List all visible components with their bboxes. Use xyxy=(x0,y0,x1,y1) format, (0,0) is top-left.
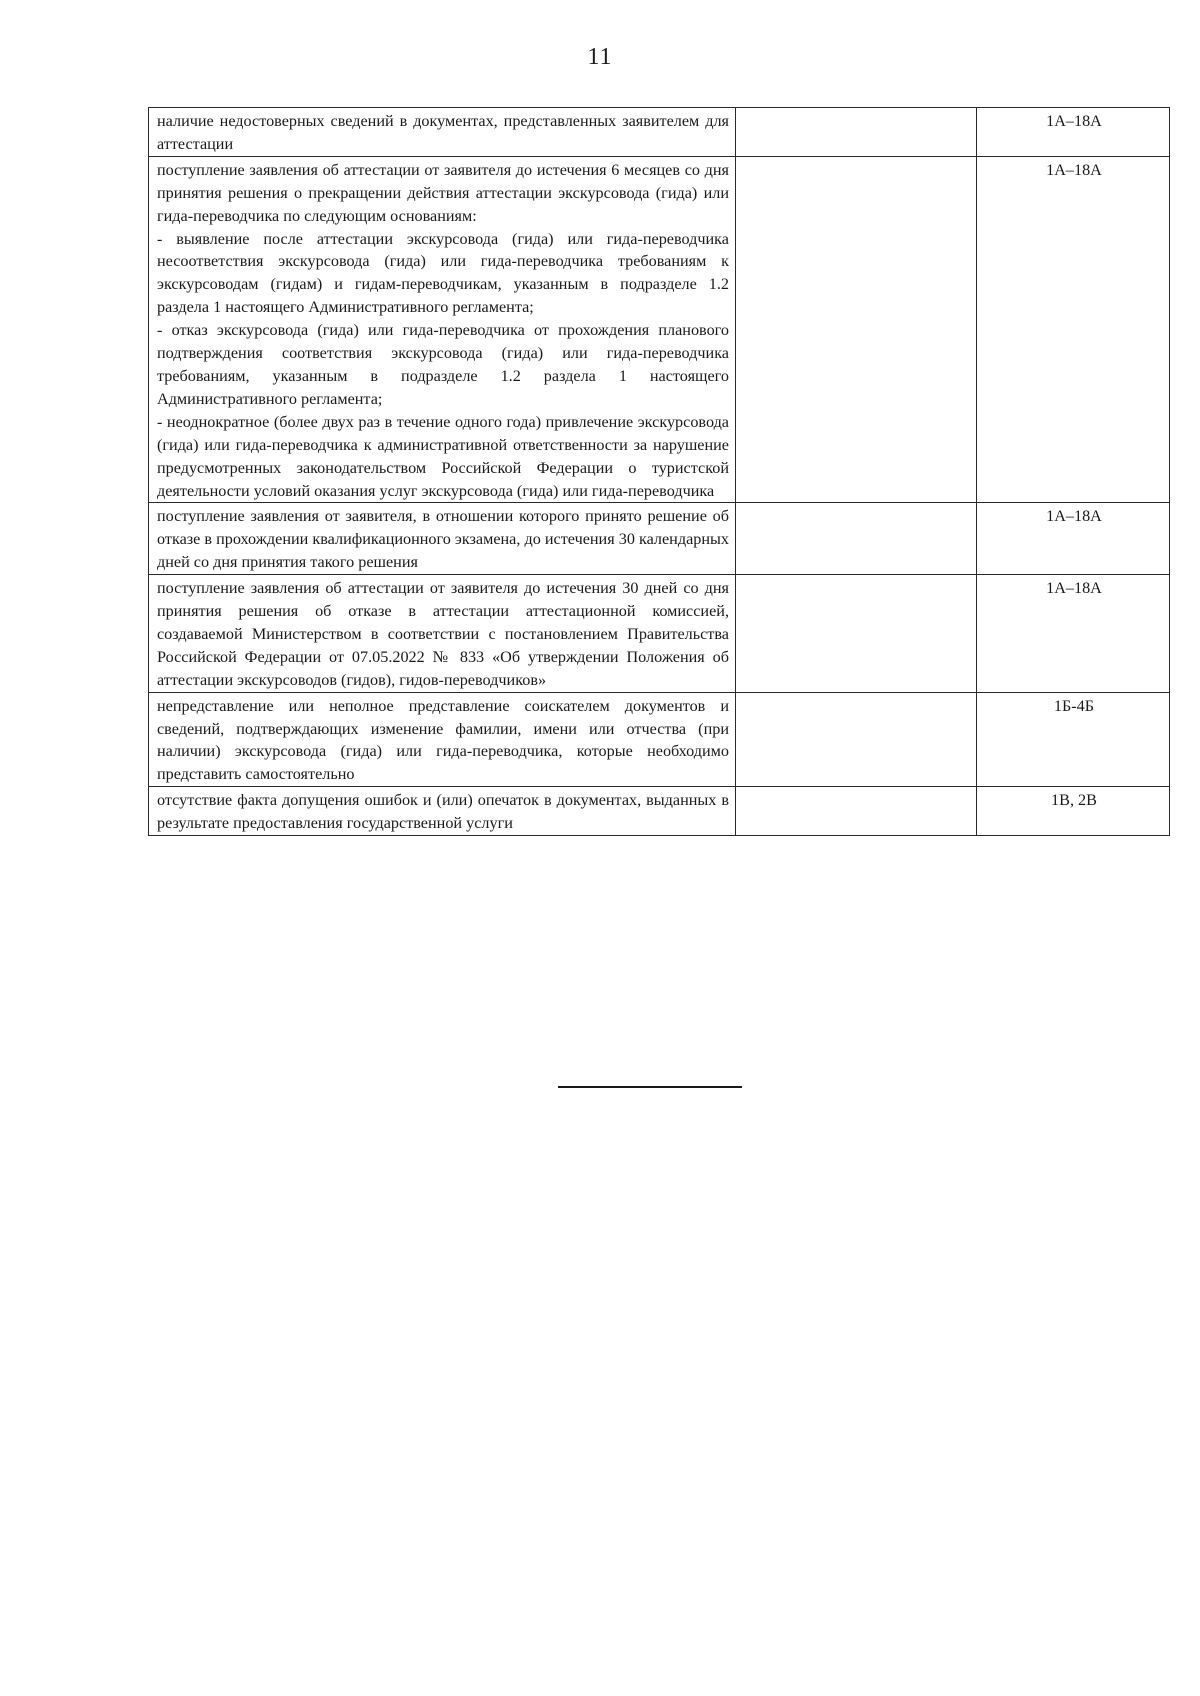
code-cell: 1Б-4Б xyxy=(977,692,1170,787)
ground-paragraph: отсутствие факта допущения ошибок и (или) опечаток в документах, выданных в результате предоставления государственной услуги xyxy=(157,791,729,833)
ground-text-cell xyxy=(149,156,736,503)
table-row xyxy=(149,156,1170,503)
empty-cell xyxy=(736,692,977,787)
ground-text-cell xyxy=(149,503,736,575)
ground-paragraph: - выявление после аттестации экскурсовода (гида) или гида-переводчика несоответствия экскурсовода (гида) или гида-переводчика требованиям к экскурсоводам (гидам) и гидам-переводчикам, указанным в подразделе 1.2 раздела 1 настоящего Административного регламента; xyxy=(157,229,729,317)
empty-cell xyxy=(736,503,977,575)
table-row xyxy=(149,108,1170,157)
ground-paragraph: наличие недостоверных сведений в документах, представленных заявителем для аттестации xyxy=(157,112,729,153)
empty-cell xyxy=(736,108,977,157)
closing-rule xyxy=(558,1086,742,1088)
table-row xyxy=(149,575,1170,693)
empty-cell xyxy=(736,156,977,503)
ground-text-cell xyxy=(149,108,736,157)
code-cell: 1А–18А xyxy=(977,156,1170,503)
code-cell: 1А–18А xyxy=(977,108,1170,157)
code-cell: 1А–18А xyxy=(977,575,1170,693)
table-row xyxy=(149,692,1170,787)
ground-paragraph: поступление заявления об аттестации от заявителя до истечения 6 месяцев со дня принятия решения о прекращении действия аттестации экскурсовода (гида) или гида-переводчика по следующим основаниям: xyxy=(157,160,729,225)
code-cell: 1В, 2В xyxy=(977,787,1170,836)
ground-paragraph: - отказ экскурсовода (гида) или гида-переводчика от прохождения планового подтверждения соответствия экскурсовода (гида) или гида-переводчика требованиям, указанным в подразделе 1.2 раздела 1 настоящего Административного регламента; xyxy=(157,321,729,408)
empty-cell xyxy=(736,787,977,836)
ground-paragraph: поступление заявления об аттестации от заявителя до истечения 30 дней со дня принятия решения об отказе в аттестации аттестационной комиссией, создаваемой Министерством в соответствии с постановлением Правительства Российской Федерации от 07.05.2022 № 833 «Об утверждении Положения об аттестации экскурсоводов (гидов), гидов-переводчиков» xyxy=(157,579,729,689)
ground-paragraph: поступление заявления от заявителя, в отношении которого принято решение об отказе в прохождении квалификационного экзамена, до истечения 30 календарных дней со дня принятия такого решения xyxy=(157,507,729,572)
table-row xyxy=(149,787,1170,836)
page-number: 11 xyxy=(587,44,613,70)
ground-text-cell xyxy=(149,787,736,836)
grounds-table xyxy=(148,107,1170,836)
ground-text-cell xyxy=(149,692,736,787)
ground-paragraph: непредставление или неполное представление соискателем документов и сведений, подтверждающих изменение фамилии, имени или отчества (при наличии) экскурсовода (гида) или гида-переводчика, которые необходимо представить самостоятельно xyxy=(157,696,729,784)
ground-text-cell xyxy=(149,575,736,693)
table-row xyxy=(149,503,1170,575)
code-cell: 1А–18А xyxy=(977,503,1170,575)
empty-cell xyxy=(736,575,977,693)
ground-paragraph: - неоднократное (более двух раз в течение одного года) привлечение экскурсовода (гида) или гида-переводчика к административной ответственности за нарушение предусмотренных законодательством Российской Федерации о туристской деятельности условий оказания услуг экскурсовода (гида) или гида-переводчика xyxy=(157,412,729,500)
